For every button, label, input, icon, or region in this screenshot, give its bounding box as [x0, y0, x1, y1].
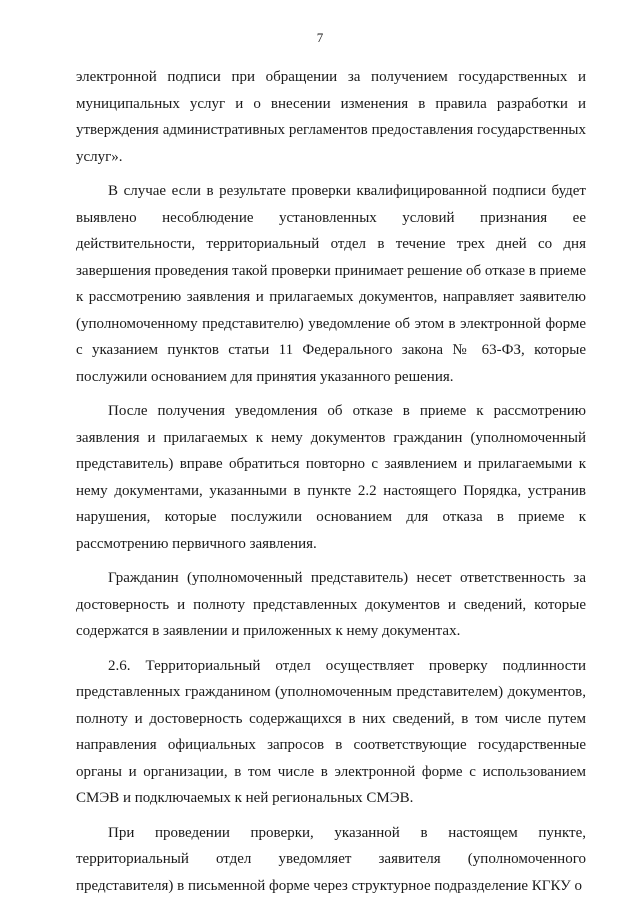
paragraph-section-2-6: 2.6. Территориальный отдел осуществляет проверку подлинности представленных гражданином (уполномоченным представителем) документов, полноту и достоверность содержащихся в них сведений, в том числе путем направления официальных запросов в соответствующие государственные органы и организации, в том числе в электронной форме с использованием СМЭВ и подключаемых к ней региональных СМЭВ. — [76, 657, 586, 806]
paragraph-signature-check: В случае если в результате проверки квалифицированной подписи будет выявлено несоблюдение установленных условий признания ее действительности, территориальный отдел в течение трех дней со дня завершения проведения такой проверки принимает решение об отказе в приеме к рассмотрению заявления и прилагаемых документов, направляет заявителю (уполномоченному представителю) уведомление об этом в электронной форме с указанием пунктов статьи 11 Федерального закона № 63-ФЗ, которые послужили основанием для принятия указанного решения. — [76, 183, 586, 385]
paragraph-responsibility: Гражданин (уполномоченный представитель) несет ответственность за достоверность и полноту представленных документов и сведений, которые содержатся в заявлении и приложенных к нему документах. — [76, 570, 586, 639]
page-number: 7 — [316, 30, 324, 45]
paragraph-repeat-application: После получения уведомления об отказе в приеме к рассмотрению заявления и прилагаемых к нему документов гражданин (уполномоченный представитель) вправе обратиться повторно с заявлением и прилагаемыми к нему документами, указанными в пункте 2.2 настоящего Порядка, устранив нарушения, которые послужили основанием для отказа в приеме к рассмотрению первичного заявления. — [76, 403, 586, 552]
paragraph-notification: При проведении проверки, указанной в настоящем пункте, территориальный отдел уведомляет заявителя (уполномоченного представителя) в письменной форме через структурное подразделение КГКУ о — [76, 824, 586, 894]
paragraph-continuation: электронной подписи при обращении за получением государственных и муниципальных услуг и о внесении изменения в правила разработки и утверждения административных регламентов предоставления государственных услуг». — [76, 69, 586, 165]
document-body — [76, 64, 586, 907]
